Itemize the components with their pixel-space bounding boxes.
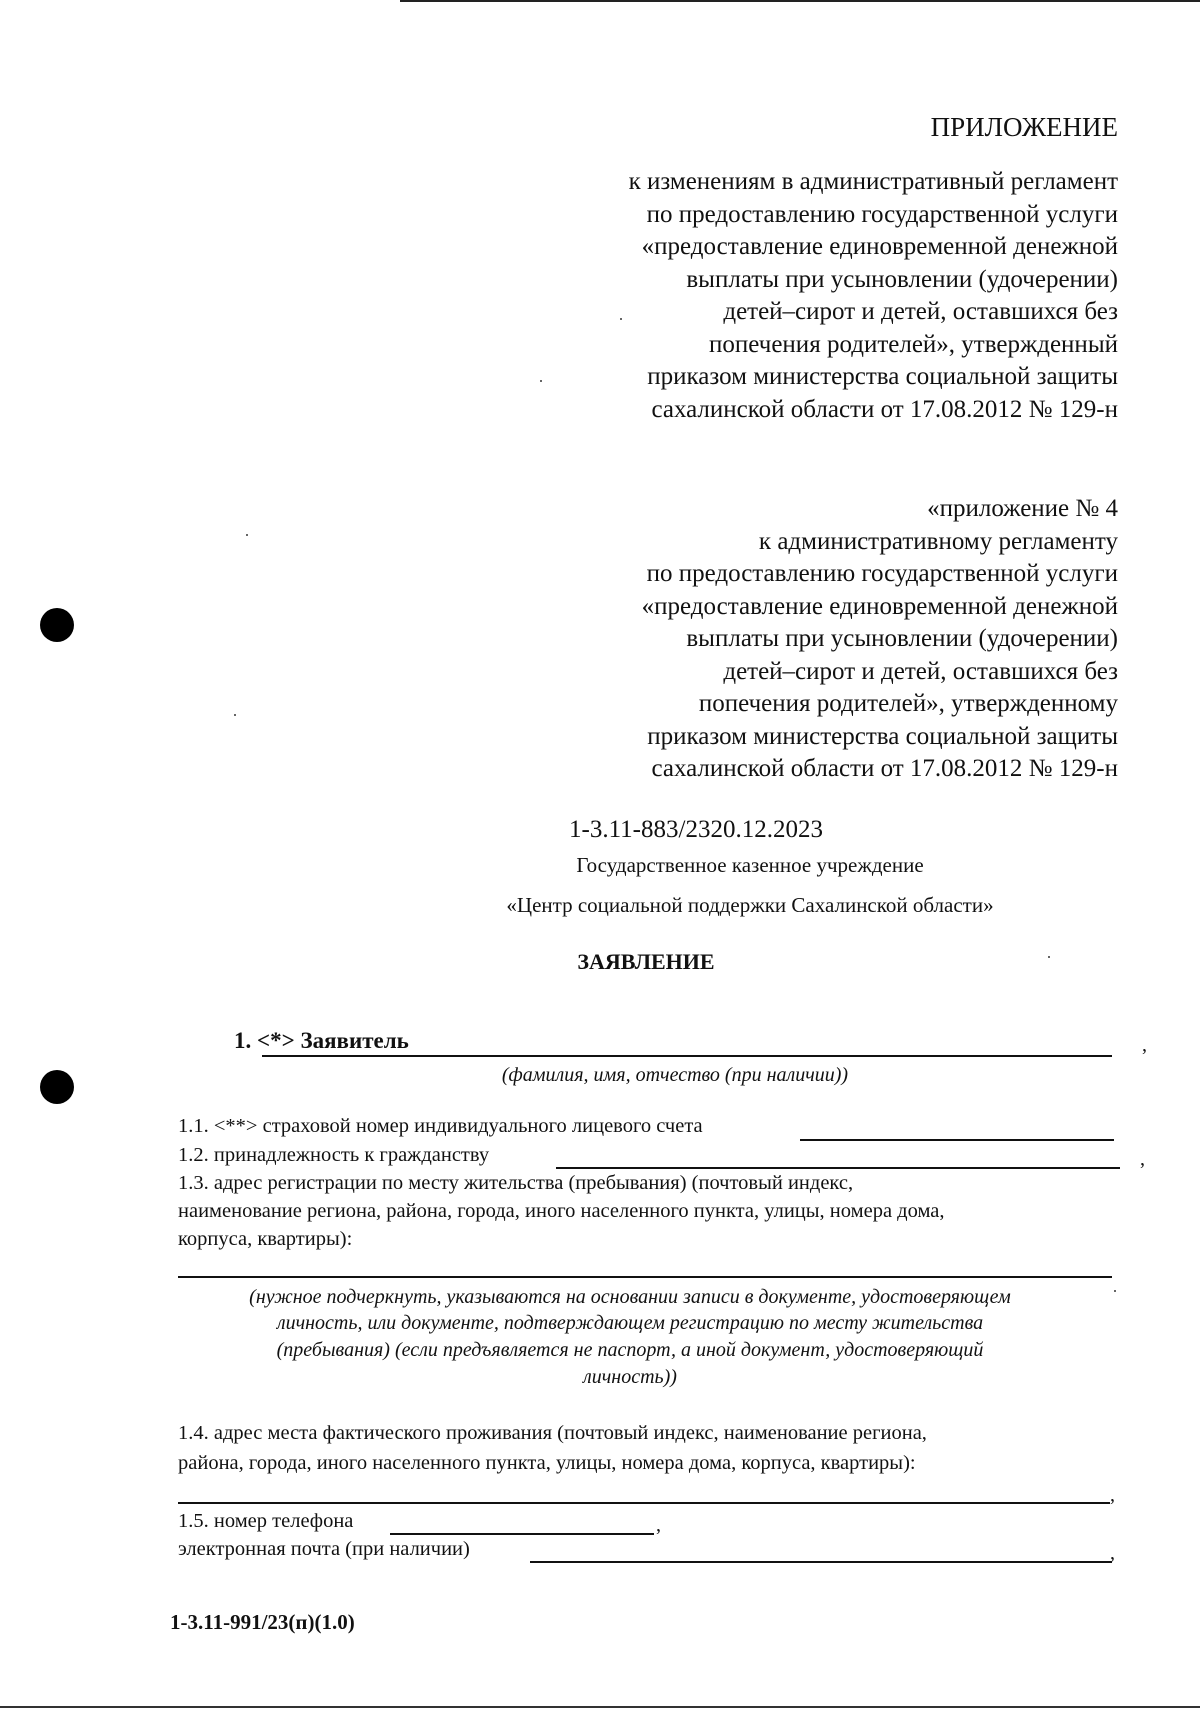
section-label: <*> Заявитель [257, 1028, 409, 1053]
comma-mark: , [656, 1514, 661, 1536]
appendix-line: выплаты при усыновлении (удочерении) [686, 265, 1118, 293]
appendix-line: попечения родителей», утвержденный [709, 330, 1118, 358]
field-1-3-hint: личность)) [583, 1366, 677, 1388]
annex-line: детей–сирот и детей, оставшихся без [723, 657, 1118, 685]
comma-mark: , [1140, 1148, 1145, 1170]
punch-hole-top [40, 608, 74, 642]
annex-line: сахалинской области от 17.08.2012 № 129-н [651, 755, 1118, 782]
appendix-line: по предоставлению государственной услуги [646, 200, 1118, 228]
annex-block [642, 493, 1118, 786]
field-1-5-phone-label: 1.5. номер телефона [178, 1510, 354, 1532]
comma-mark: , [1110, 1542, 1115, 1564]
annex-line: попечения родителей», утвержденному [698, 690, 1118, 717]
snils-field[interactable] [800, 1139, 1114, 1141]
field-1-4-line: района, города, иного населенного пункта, улицы, номера дома, корпуса, квартиры): [178, 1452, 916, 1474]
annex-line: «приложение № 4 [927, 495, 1118, 522]
field-1-4-line: 1.4. адрес места фактического проживания (почтовый индекс, наименование региона, [178, 1422, 927, 1444]
email-field[interactable] [530, 1561, 1112, 1563]
field-1-1-label: 1.1. <**> страховой номер индивидуального лицевого счета [178, 1115, 703, 1137]
organization-line-1: Государственное казенное учреждение [576, 853, 924, 877]
footer-code: 1-3.11-991/23(п)(1.0) [170, 1610, 355, 1634]
document-heading: ЗАЯВЛЕНИЕ [577, 949, 715, 974]
section-number: 1. [234, 1028, 252, 1053]
phone-field[interactable] [390, 1533, 654, 1535]
comma-mark: , [1142, 1034, 1147, 1056]
annex-line: к административному регламенту [758, 527, 1118, 555]
appendix-title: ПРИЛОЖЕНИЕ [930, 112, 1118, 142]
registration-address-field[interactable] [178, 1276, 1112, 1278]
section-1-title [234, 1028, 409, 1054]
appendix-line: приказом министерства социальной защиты [647, 363, 1118, 390]
appendix-line: сахалинской области от 17.08.2012 № 129-н [651, 395, 1118, 423]
comma-mark: , [1110, 1484, 1115, 1506]
annex-line: приказом министерства социальной защиты [647, 722, 1118, 750]
organization-line-2: «Центр социальной поддержки Сахалинской области» [506, 893, 994, 917]
scan-speck [234, 714, 236, 716]
field-1-3-line: 1.3. адрес регистрации по месту жительства (пребывания) (почтовый индекс, [178, 1172, 854, 1194]
field-1-3-line: наименование региона, района, города, иного населенного пункта, улицы, номера дома, [178, 1200, 945, 1222]
field-1-3-line: корпуса, квартиры): [178, 1228, 353, 1250]
document-reference: 1-3.11-883/2320.12.2023 [569, 816, 823, 843]
citizenship-field[interactable] [556, 1167, 1120, 1169]
annex-line: «предоставление единовременной денежной [641, 592, 1118, 620]
appendix-line: детей–сирот и детей, оставшихся без [723, 298, 1118, 325]
scan-speck [540, 380, 542, 382]
scan-top-edge [400, 0, 1200, 2]
appendix-block [629, 166, 1118, 426]
field-1-3-hint: (нужное подчеркнуть, указываются на основании записи в документе, удостоверяющем [249, 1286, 1011, 1308]
appendix-line: «предоставление единовременной денежной [641, 233, 1118, 260]
annex-line: выплаты при усыновлении (удочерении) [686, 625, 1118, 652]
field-1-5-email-label: электронная почта (при наличии) [178, 1538, 470, 1560]
scan-speck [246, 534, 248, 536]
field-1-3-hint: (пребывания) (если предъявляется не паспорт, а иной документ, удостоверяющий [276, 1339, 984, 1361]
field-1-2-label: 1.2. принадлежность к гражданству [178, 1144, 490, 1166]
applicant-name-hint: (фамилия, имя, отчество (при наличии)) [501, 1064, 849, 1086]
actual-address-field[interactable] [178, 1502, 1110, 1504]
scan-bottom-edge [0, 1706, 1200, 1708]
applicant-name-field[interactable] [262, 1055, 1112, 1057]
appendix-line: к изменениям в административный регламент [628, 168, 1118, 195]
field-1-3-hint: личность, или документе, подтверждающем регистрацию по месту жительства [276, 1312, 984, 1334]
scan-speck [620, 318, 622, 320]
annex-line: по предоставлению государственной услуги [646, 560, 1118, 587]
